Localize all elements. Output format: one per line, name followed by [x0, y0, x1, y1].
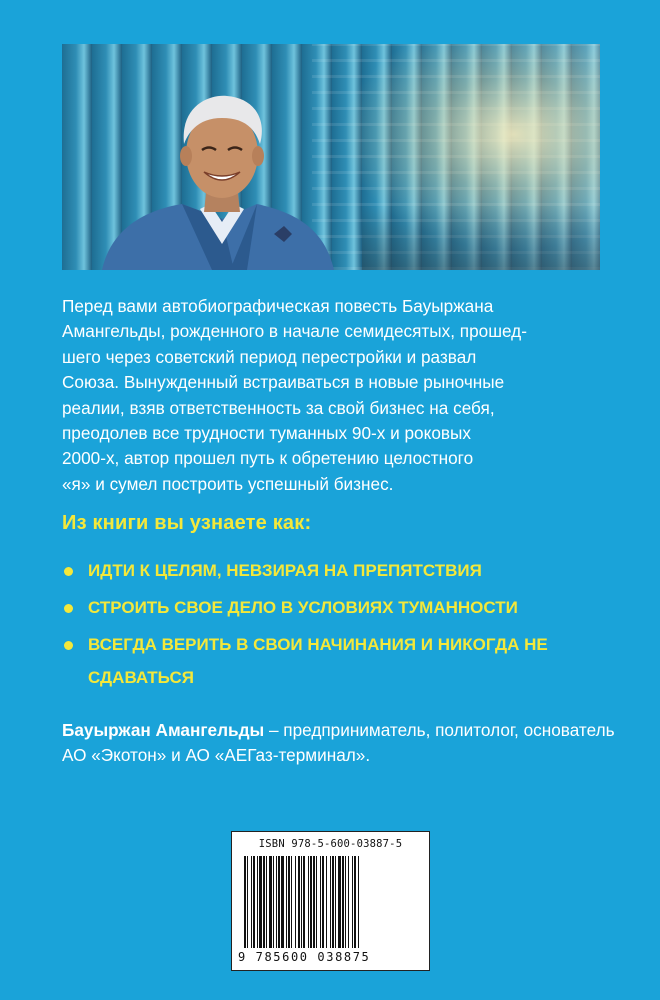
barcode-bar — [251, 856, 252, 948]
barcode-bar — [303, 856, 305, 948]
barcode-bar — [348, 856, 349, 948]
barcode-bar — [335, 856, 336, 948]
book-description: Перед вами автобиографическая повесть Бауыржана Амангельды, рожденного в начале семидесятых, прошед- шего через советский период перестройки и развал Союза. Вынужденный встраиваться в новые рыночные реалии, взяв ответственность за свой бизнес на себя, преодолев все трудности туманных 90-х и роковых 2000-х, автор прошел путь к обретению целостного «я» и сумел построить успешный бизнес. — [62, 296, 527, 494]
barcode-bar — [286, 856, 287, 948]
barcode-bar — [298, 856, 300, 948]
barcode-bar — [269, 856, 272, 948]
bullet-icon — [64, 641, 73, 650]
author-portrait-icon — [62, 44, 600, 270]
learn-item — [62, 554, 622, 587]
barcode-bar — [278, 856, 280, 948]
learn-item-text: ВСЕГДА ВЕРИТЬ В СВОИ НАЧИНАНИЯ И НИКОГДА НЕ СДАВАТЬСЯ — [88, 635, 548, 687]
barcode-bar — [338, 856, 341, 948]
author-bio — [62, 718, 622, 769]
barcode-icon — [244, 856, 417, 948]
author-bio-text: – предприниматель, политолог, основатель АО «Экотон» и АО «АЕГаз-терминал». — [62, 720, 615, 766]
barcode-bar — [326, 856, 327, 948]
barcode-bar — [295, 856, 296, 948]
isbn-number: ISBN 978-5-600-03887-5 — [258, 838, 403, 850]
barcode-bar — [273, 856, 274, 948]
learn-item-text: ИДТИ К ЦЕЛЯМ, НЕВЗИРАЯ НА ПРЕПЯТСТВИЯ — [88, 561, 482, 580]
barcode-bar — [316, 856, 317, 948]
barcode-bar — [259, 856, 262, 948]
barcode-bar — [288, 856, 290, 948]
barcode-bar — [301, 856, 302, 948]
barcode-bar — [342, 856, 344, 948]
bullet-icon — [64, 604, 73, 613]
author-photo — [62, 44, 600, 270]
isbn-barcode — [231, 831, 430, 971]
learn-item — [62, 628, 622, 694]
barcode-bar — [358, 856, 359, 948]
barcode-bar — [313, 856, 315, 948]
barcode-bar — [330, 856, 331, 948]
author-name: Бауыржан Амангельды — [62, 720, 265, 740]
barcode-bar — [247, 856, 248, 948]
barcode-bar — [257, 856, 258, 948]
barcode-bar — [281, 856, 284, 948]
barcode-bar — [354, 856, 356, 948]
barcode-bar — [310, 856, 312, 948]
barcode-digits: 9 785600 038875 — [238, 950, 371, 964]
barcode-bar — [332, 856, 334, 948]
barcode-bar — [291, 856, 292, 948]
barcode-bar — [345, 856, 346, 948]
barcode-bar — [253, 856, 255, 948]
learn-list — [62, 554, 622, 698]
barcode-bar — [320, 856, 321, 948]
barcode-bar — [244, 856, 246, 948]
learn-item-text: СТРОИТЬ СВОЕ ДЕЛО В УСЛОВИЯХ ТУМАННОСТИ — [88, 598, 518, 617]
bullet-icon — [64, 567, 73, 576]
learn-heading: Из книги вы узнаете как: — [62, 512, 312, 534]
barcode-bar — [263, 856, 265, 948]
learn-item — [62, 591, 622, 624]
barcode-bar — [266, 856, 267, 948]
barcode-bar — [352, 856, 353, 948]
barcode-bar — [308, 856, 309, 948]
barcode-bar — [276, 856, 277, 948]
barcode-bar — [322, 856, 324, 948]
